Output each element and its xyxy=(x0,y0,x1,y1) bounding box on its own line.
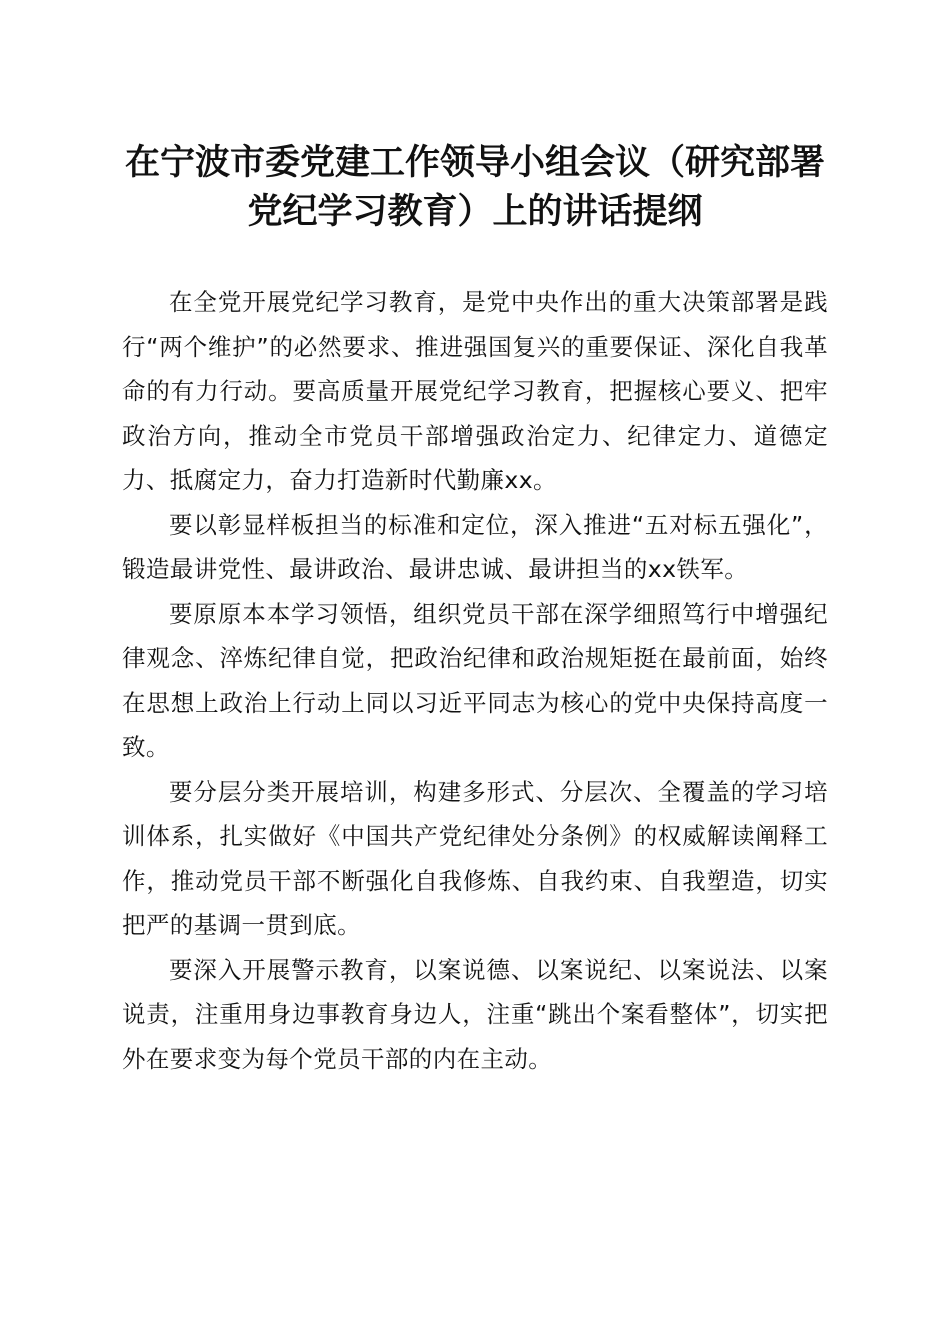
title-line-1: 在宁波市委党建工作领导小组会议（研究部署 xyxy=(124,142,825,183)
paragraph-1: 在全党开展党纪学习教育，是党中央作出的重大决策部署是践行“两个维护”的必然要求、推进强国复兴的重要保证、深化自我革命的有力行动。要高质量开展党纪学习教育，把握核心要义、把牢政治方向，推动全市党员干部增强政治定力、纪律定力、道德定力、抵腐定力，奋力打造新时代勤廉xx。 xyxy=(122,288,828,494)
paragraph-4: 要分层分类开展培训，构建多形式、分层次、全覆盖的学习培训体系，扎实做好《中国共产党纪律处分条例》的权威解读阐释工作，推动党员干部不断强化自我修炼、自我约束、自我塑造，切实把严的基调一贯到底。 xyxy=(122,777,828,939)
paragraph-5: 要深入开展警示教育，以案说德、以案说纪、以案说法、以案说责，注重用身边事教育身边人，注重“跳出个案看整体”，切实把外在要求变为每个党员干部的内在主动。 xyxy=(122,955,828,1073)
document-body xyxy=(122,280,828,1081)
paragraph-2: 要以彰显样板担当的标准和定位，深入推进“五对标五强化”，锻造最讲党性、最讲政治、最讲忠诚、最讲担当的xx铁军。 xyxy=(122,510,828,583)
paragraph-3: 要原原本本学习领悟，组织党员干部在深学细照笃行中增强纪律观念、淬炼纪律自觉，把政治纪律和政治规矩挺在最前面，始终在思想上政治上行动上同以习近平同志为核心的党中央保持高度一致。 xyxy=(122,599,828,761)
title-line-2: 党纪学习教育）上的讲话提纲 xyxy=(247,191,703,232)
document-title xyxy=(90,138,860,236)
